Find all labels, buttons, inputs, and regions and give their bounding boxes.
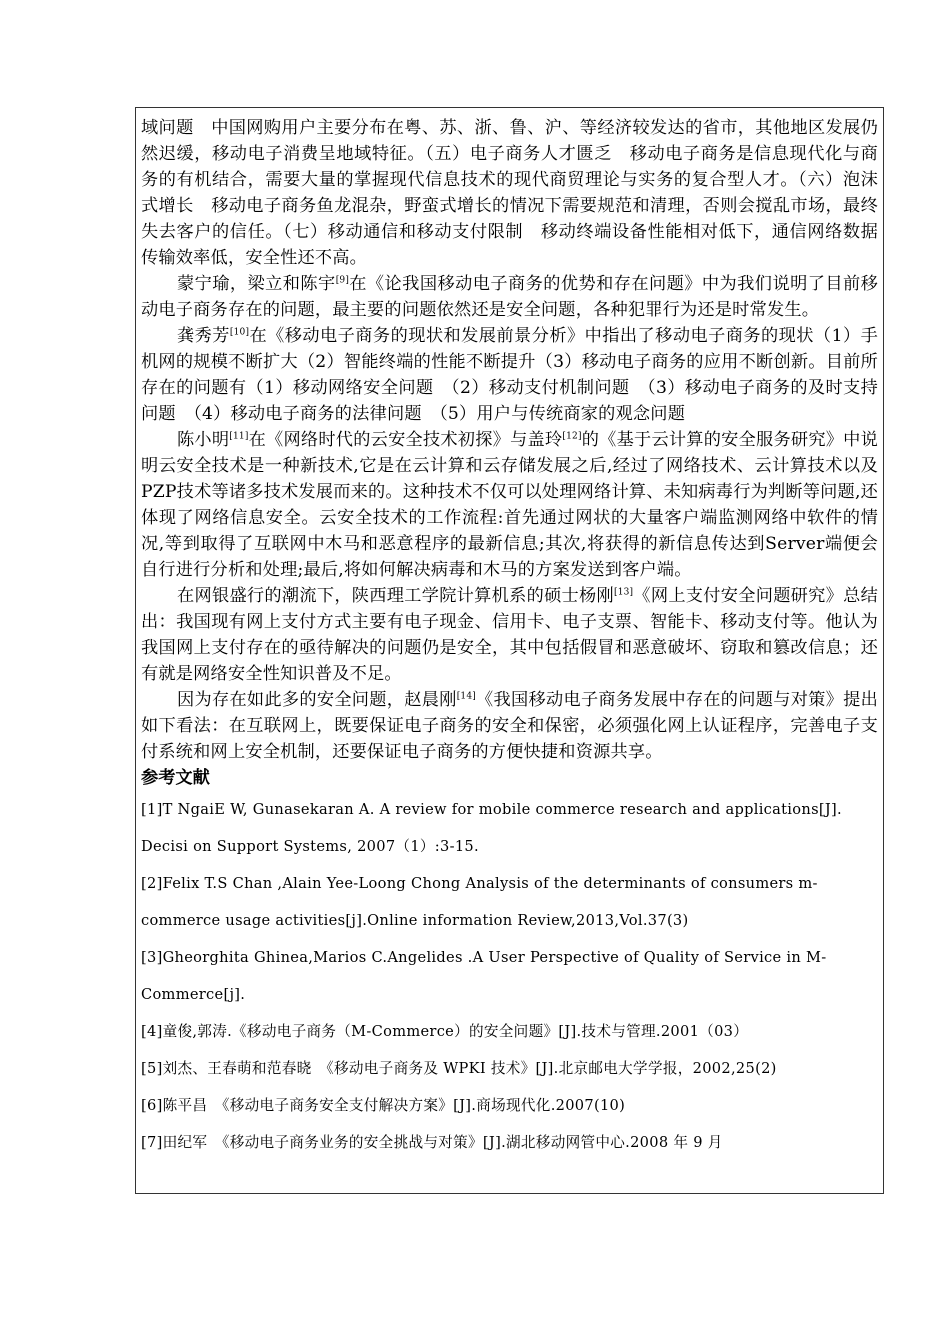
reference-item: [2]Felix T.S Chan ,Alain Yee-Loong Chong Analysis of the determinants of consumers m- commerce usage activities[j].Online information Review,2013,Vol.37(3) — [141, 875, 818, 929]
document-body — [141, 115, 878, 1161]
citation-mark: [9] — [335, 275, 350, 286]
citation-mark: [12] — [562, 431, 582, 442]
paragraph-zhao: 因为存在如此多的安全问题，赵晨刚[14]《我国移动电子商务发展中存在的问题与对策》提出如下看法：在互联网上，既要保证电子商务的安全和保密，必须强化网上认证程序，完善电子支付系统和网上安全机制，还要保证电子商务的方便快捷和资源共享。 — [141, 690, 879, 762]
paragraph-chen: 陈小明[11]在《网络时代的云安全技术初探》与盖玲[12]的《基于云计算的安全服务研究》中说明云安全技术是一种新技术,它是在云计算和云存储发展之后,经过了网络技术、云计算技术以及PZP技术等诸多技术发展而来的。这种技术不仅可以处理网络计算、未知病毒行为判断等问题,还体现了网络信息安全。云安全技术的工作流程:首先通过网状的大量客户端监测网络中软件的情况,等到取得了互联网中木马和恶意程序的最新信息;其次,将获得的新信息传达到Server端便会自行进行分析和处理;最后,将如何解决病毒和木马的方案发送到客户端。 — [141, 430, 878, 580]
reference-item: [4]童俊,郭涛.《移动电子商务（M-Commerce）的安全问题》[J].技术与管理.2001（03） — [141, 1023, 749, 1040]
reference-item: [7]田纪军 《移动电子商务业务的安全挑战与对策》[J].湖北移动网管中心.2008 年 9 月 — [141, 1134, 723, 1151]
reference-item: [6]陈平昌 《移动电子商务安全支付解决方案》[J].商场现代化.2007(10) — [141, 1097, 626, 1114]
citation-mark: [11] — [229, 431, 249, 442]
paragraph-yang: 在网银盛行的潮流下，陕西理工学院计算机系的硕士杨刚[13]《网上支付安全问题研究》总结出：我国现有网上支付方式主要有电子现金、信用卡、电子支票、智能卡、移动支付等。他认为我国网上支付存在的亟待解决的问题仍是安全，其中包括假冒和恶意破坏、窃取和篡改信息；还有就是网络安全性知识普及不足。 — [141, 586, 878, 684]
paragraph-issues-continued: 域问题 中国网购用户主要分布在粤、苏、浙、鲁、沪、等经济较发达的省市，其他地区发展仍然迟缓，移动电子消费呈地域特征。（五）电子商务人才匮乏 移动电子商务是信息现代化与商务的有机结合，需要大量的掌握现代信息技术的现代商贸理论与实务的复合型人才。（六）泡沫式增长 移动电子商务鱼龙混杂，野蛮式增长的情况下需要规范和清理，否则会搅乱市场，最终失去客户的信任。（七）移动通信和移动支付限制 移动终端设备性能相对低下，通信网络数据传输效率低，安全性还不高。 — [141, 118, 878, 268]
reference-item: [1]T NgaiE W, Gunasekaran A. A review for mobile commerce research and applications[J]. Decisi on Support Systems, 2007（1）:3-15. — [141, 801, 842, 855]
document-frame — [135, 107, 884, 1194]
citation-mark: [14] — [456, 691, 476, 702]
citation-mark: [10] — [229, 327, 250, 338]
references-heading: 参考文献 — [141, 768, 210, 788]
references-list — [141, 791, 878, 1161]
reference-item: [3]Gheorghita Ghinea,Marios C.Angelides .A User Perspective of Quality of Service in M- Commerce[j]. — [141, 949, 827, 1003]
paragraph-meng: 蒙宁瑜，梁立和陈宇[9]在《论我国移动电子商务的优势和存在问题》中为我们说明了目前移动电子商务存在的问题，最主要的问题依然还是安全问题，各种犯罪行为还是时常发生。 — [141, 274, 878, 320]
paragraph-gong: 龚秀芳[10]在《移动电子商务的现状和发展前景分析》中指出了移动电子商务的现状（1）手机网的规模不断扩大（2）智能终端的性能不断提升（3）移动电子商务的应用不断创新。目前所存在的问题有（1）移动网络安全问题 （2）移动支付机制问题 （3）移动电子商务的及时支持问题 （4）移动电子商务的法律问题 （5）用户与传统商家的观念问题 — [141, 326, 878, 424]
citation-mark: [13] — [613, 587, 634, 598]
reference-item: [5]刘杰、王春萌和范春晓 《移动电子商务及 WPKI 技术》[J].北京邮电大学学报，2002,25(2) — [141, 1060, 777, 1077]
